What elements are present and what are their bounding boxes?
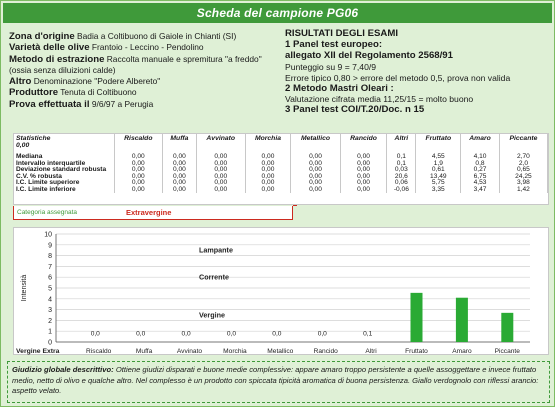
table-cell: 0,00 (340, 167, 386, 174)
info-metodo-note: (ossia senza diluizioni calde) (9, 64, 116, 75)
panel1-error: Errore tipico 0,80 > errore del metodo 0,5, prova non valida (285, 72, 511, 83)
table-cell: 6,75 (461, 174, 500, 181)
table-cell: 20,6 (387, 174, 416, 181)
intensity-chart (13, 227, 549, 355)
category-row (13, 206, 293, 220)
data-label: 0,0 (226, 330, 237, 338)
table-header-row (14, 134, 548, 154)
table-cell: 0,00 (340, 187, 386, 194)
table-cell: 1,9 (416, 161, 461, 168)
x-tick-label: Altri (365, 348, 377, 355)
table-row-label: I.C. Limite superiore (14, 180, 114, 187)
table-cell: 0,00 (245, 187, 290, 194)
table-cell: 0,00 (114, 161, 163, 168)
y-tick-label: 5 (48, 285, 52, 293)
table-cell: 0,00 (340, 161, 386, 168)
info-prova: Prova effettuata il 9/6/97 a Perugia (9, 98, 154, 110)
x-tick-label: Metallico (267, 348, 294, 355)
table-column-header: Piccante (499, 134, 547, 154)
table-cell: -0,06 (387, 187, 416, 194)
sheet-title: Scheda del campione PG06 (3, 3, 552, 23)
corner-label: Vergine Extra (16, 348, 60, 355)
table-cell: 0,00 (114, 180, 163, 187)
table-cell: 4,53 (461, 180, 500, 187)
zone-label: Vergine (199, 310, 225, 320)
table-cell: 2,0 (499, 161, 547, 168)
info-metodo: Metodo di estrazione Raccolta manuale e spremitura "a freddo" (9, 53, 262, 65)
x-tick-label: Riscaldo (86, 348, 112, 355)
table-cell: 3,47 (461, 187, 500, 194)
x-tick-label: Morchia (223, 348, 247, 355)
y-tick-label: 7 (48, 263, 52, 271)
table-cell: 0,00 (340, 180, 386, 187)
table-cell: 0,00 (163, 167, 197, 174)
table-cell: 0,03 (387, 167, 416, 174)
table-cell: 1,42 (499, 187, 547, 194)
panel1-score: Punteggio su 9 = 7,40/9 (285, 61, 377, 72)
statistics-table (14, 134, 548, 193)
y-tick-label: 3 (48, 307, 52, 315)
table-cell: 0,00 (291, 161, 341, 168)
y-tick-label: 6 (48, 274, 52, 282)
table-cell: 0,00 (163, 154, 197, 161)
panel2-value: Valutazione cifrata media 11,25/15 = molto buono (285, 94, 474, 105)
table-cell: 3,98 (499, 180, 547, 187)
x-tick-label: Avvinato (176, 348, 203, 355)
table-cell: 5,75 (416, 180, 461, 187)
table-cell: 0,61 (416, 167, 461, 174)
zone-label: Lampante (199, 245, 233, 255)
judgement-label: Giudizio globale descrittivo: (12, 365, 114, 374)
table-cell: 0,00 (245, 174, 290, 181)
y-tick-label: 4 (48, 296, 52, 304)
zone-label: Corrente (199, 272, 229, 282)
table-cell: 4,10 (461, 154, 500, 161)
table-cell: 0,00 (163, 161, 197, 168)
panel2-title: 2 Metodo Mastri Oleari : (285, 82, 394, 94)
table-cell: 0,00 (291, 167, 341, 174)
table-cell: 0,1 (387, 161, 416, 168)
judgement-text: Ottiene giudizi disparati e buone medie complessive: appare amaro troppo persistente a quelle assoggettare e invece fruttato medio, netto di olivo e qualche altro. Nel complesso è un prodotto con spiccata tipicità aromatica di buona persistenza. Giallo verdognolo con riflessi arancio: aspetto velato. (12, 365, 539, 395)
table-cell: 0,00 (291, 180, 341, 187)
y-axis-label: Intensità (21, 274, 28, 302)
table-cell: 0,00 (340, 154, 386, 161)
table-cell: 3,35 (416, 187, 461, 194)
table-cell: 0,00 (245, 167, 290, 174)
chart-bar (456, 298, 468, 342)
x-tick-label: Piccante (494, 348, 520, 355)
statistics-table-wrap (13, 133, 549, 205)
table-column-header: Amaro (461, 134, 500, 154)
table-cell: 0,00 (291, 187, 341, 194)
info-zona: Zona d'origine Badia a Coltibuono di Gaiole in Chianti (SI) (9, 31, 237, 42)
table-column-header: Fruttato (416, 134, 461, 154)
y-tick-label: 9 (48, 242, 52, 250)
table-corner-cell: Statistiche 0,00 (14, 134, 114, 154)
table-cell: 0,00 (114, 167, 163, 174)
x-tick-label: Fruttato (405, 348, 428, 355)
panel1-title: 1 Panel test europeo: (285, 38, 383, 50)
panel1-subtitle: allegato XII del Regolamento 2568/91 (285, 49, 453, 61)
table-cell: 0,00 (196, 187, 245, 194)
data-label: 0,0 (90, 330, 100, 338)
table-cell: 0,00 (163, 174, 197, 181)
table-column-header: Morchia (245, 134, 290, 154)
data-label: 0,0 (181, 330, 191, 338)
table-cell: 0,00 (196, 167, 245, 174)
table-cell: 0,8 (461, 161, 500, 168)
table-cell: 0,00 (291, 154, 341, 161)
table-row-label: Mediana (14, 154, 114, 161)
info-varieta: Varietà delle olive Frantoio - Leccino - Pendolino (9, 42, 204, 54)
table-column-header: Muffa (163, 134, 197, 154)
category-label: Categoria assegnata (17, 209, 77, 216)
table-column-header: Metallico (291, 134, 341, 154)
y-tick-label: 10 (44, 231, 52, 239)
y-tick-label: 0 (48, 339, 52, 347)
category-value: Extravergine (126, 208, 172, 217)
table-cell: 0,00 (291, 174, 341, 181)
table-column-header: Avvinato (196, 134, 245, 154)
table-cell: 0,00 (114, 154, 163, 161)
intensity-chart-svg (14, 228, 550, 356)
chart-bar (411, 293, 423, 342)
table-column-header: Riscaldo (114, 134, 163, 154)
chart-bar (501, 313, 513, 342)
table-row-label: I.C. Limite inferiore (14, 187, 114, 194)
y-tick-label: 2 (48, 317, 52, 325)
table-cell: 0,00 (196, 154, 245, 161)
table-cell: 0,00 (114, 187, 163, 194)
table-cell: 0,65 (499, 167, 547, 174)
x-tick-label: Rancido (313, 348, 338, 355)
table-cell: 0,00 (196, 180, 245, 187)
table-cell: 0,00 (245, 161, 290, 168)
data-label: 0,0 (136, 330, 146, 338)
table-row-label: C.V. % robusta (14, 174, 114, 181)
table-cell: 0,27 (461, 167, 500, 174)
table-cell: 24,25 (499, 174, 547, 181)
category-divider (293, 205, 297, 206)
table-row (14, 187, 548, 194)
info-produttore: Produttore Tenuta di Coltibuono (9, 87, 137, 99)
table-cell: 0,00 (340, 174, 386, 181)
table-column-header: Altri (387, 134, 416, 154)
data-label: 0,0 (317, 330, 327, 338)
table-cell: 0,00 (163, 180, 197, 187)
table-cell: 0,00 (114, 174, 163, 181)
table-cell: 0,1 (387, 154, 416, 161)
y-tick-label: 8 (48, 253, 52, 261)
table-cell: 0,06 (387, 180, 416, 187)
table-cell: 4,55 (416, 154, 461, 161)
table-row-label: Intervallo interquartile (14, 161, 114, 168)
x-tick-label: Muffa (135, 348, 153, 355)
table-cell: 0,00 (196, 161, 245, 168)
table-cell: 2,70 (499, 154, 547, 161)
table-row-label: Deviazione standard robusta (14, 167, 114, 174)
global-judgement (7, 361, 550, 403)
x-tick-label: Amaro (452, 348, 472, 355)
y-tick-label: 1 (48, 328, 52, 336)
info-altro: Altro Denominazione "Podere Albereto" (9, 76, 161, 88)
table-cell: 0,00 (245, 180, 290, 187)
table-cell: 0,00 (196, 174, 245, 181)
table-cell: 13,49 (416, 174, 461, 181)
sample-info (9, 31, 274, 110)
table-cell: 0,00 (163, 187, 197, 194)
exam-results (285, 29, 550, 116)
results-title: RISULTATI DEGLI ESAMI (285, 28, 398, 39)
table-column-header: Rancido (340, 134, 386, 154)
panel3-title: 3 Panel test COI/T.20/Doc. n 15 (285, 104, 425, 116)
table-cell: 0,00 (245, 154, 290, 161)
data-label: 0,0 (272, 330, 282, 338)
data-label: 0,1 (363, 330, 373, 338)
